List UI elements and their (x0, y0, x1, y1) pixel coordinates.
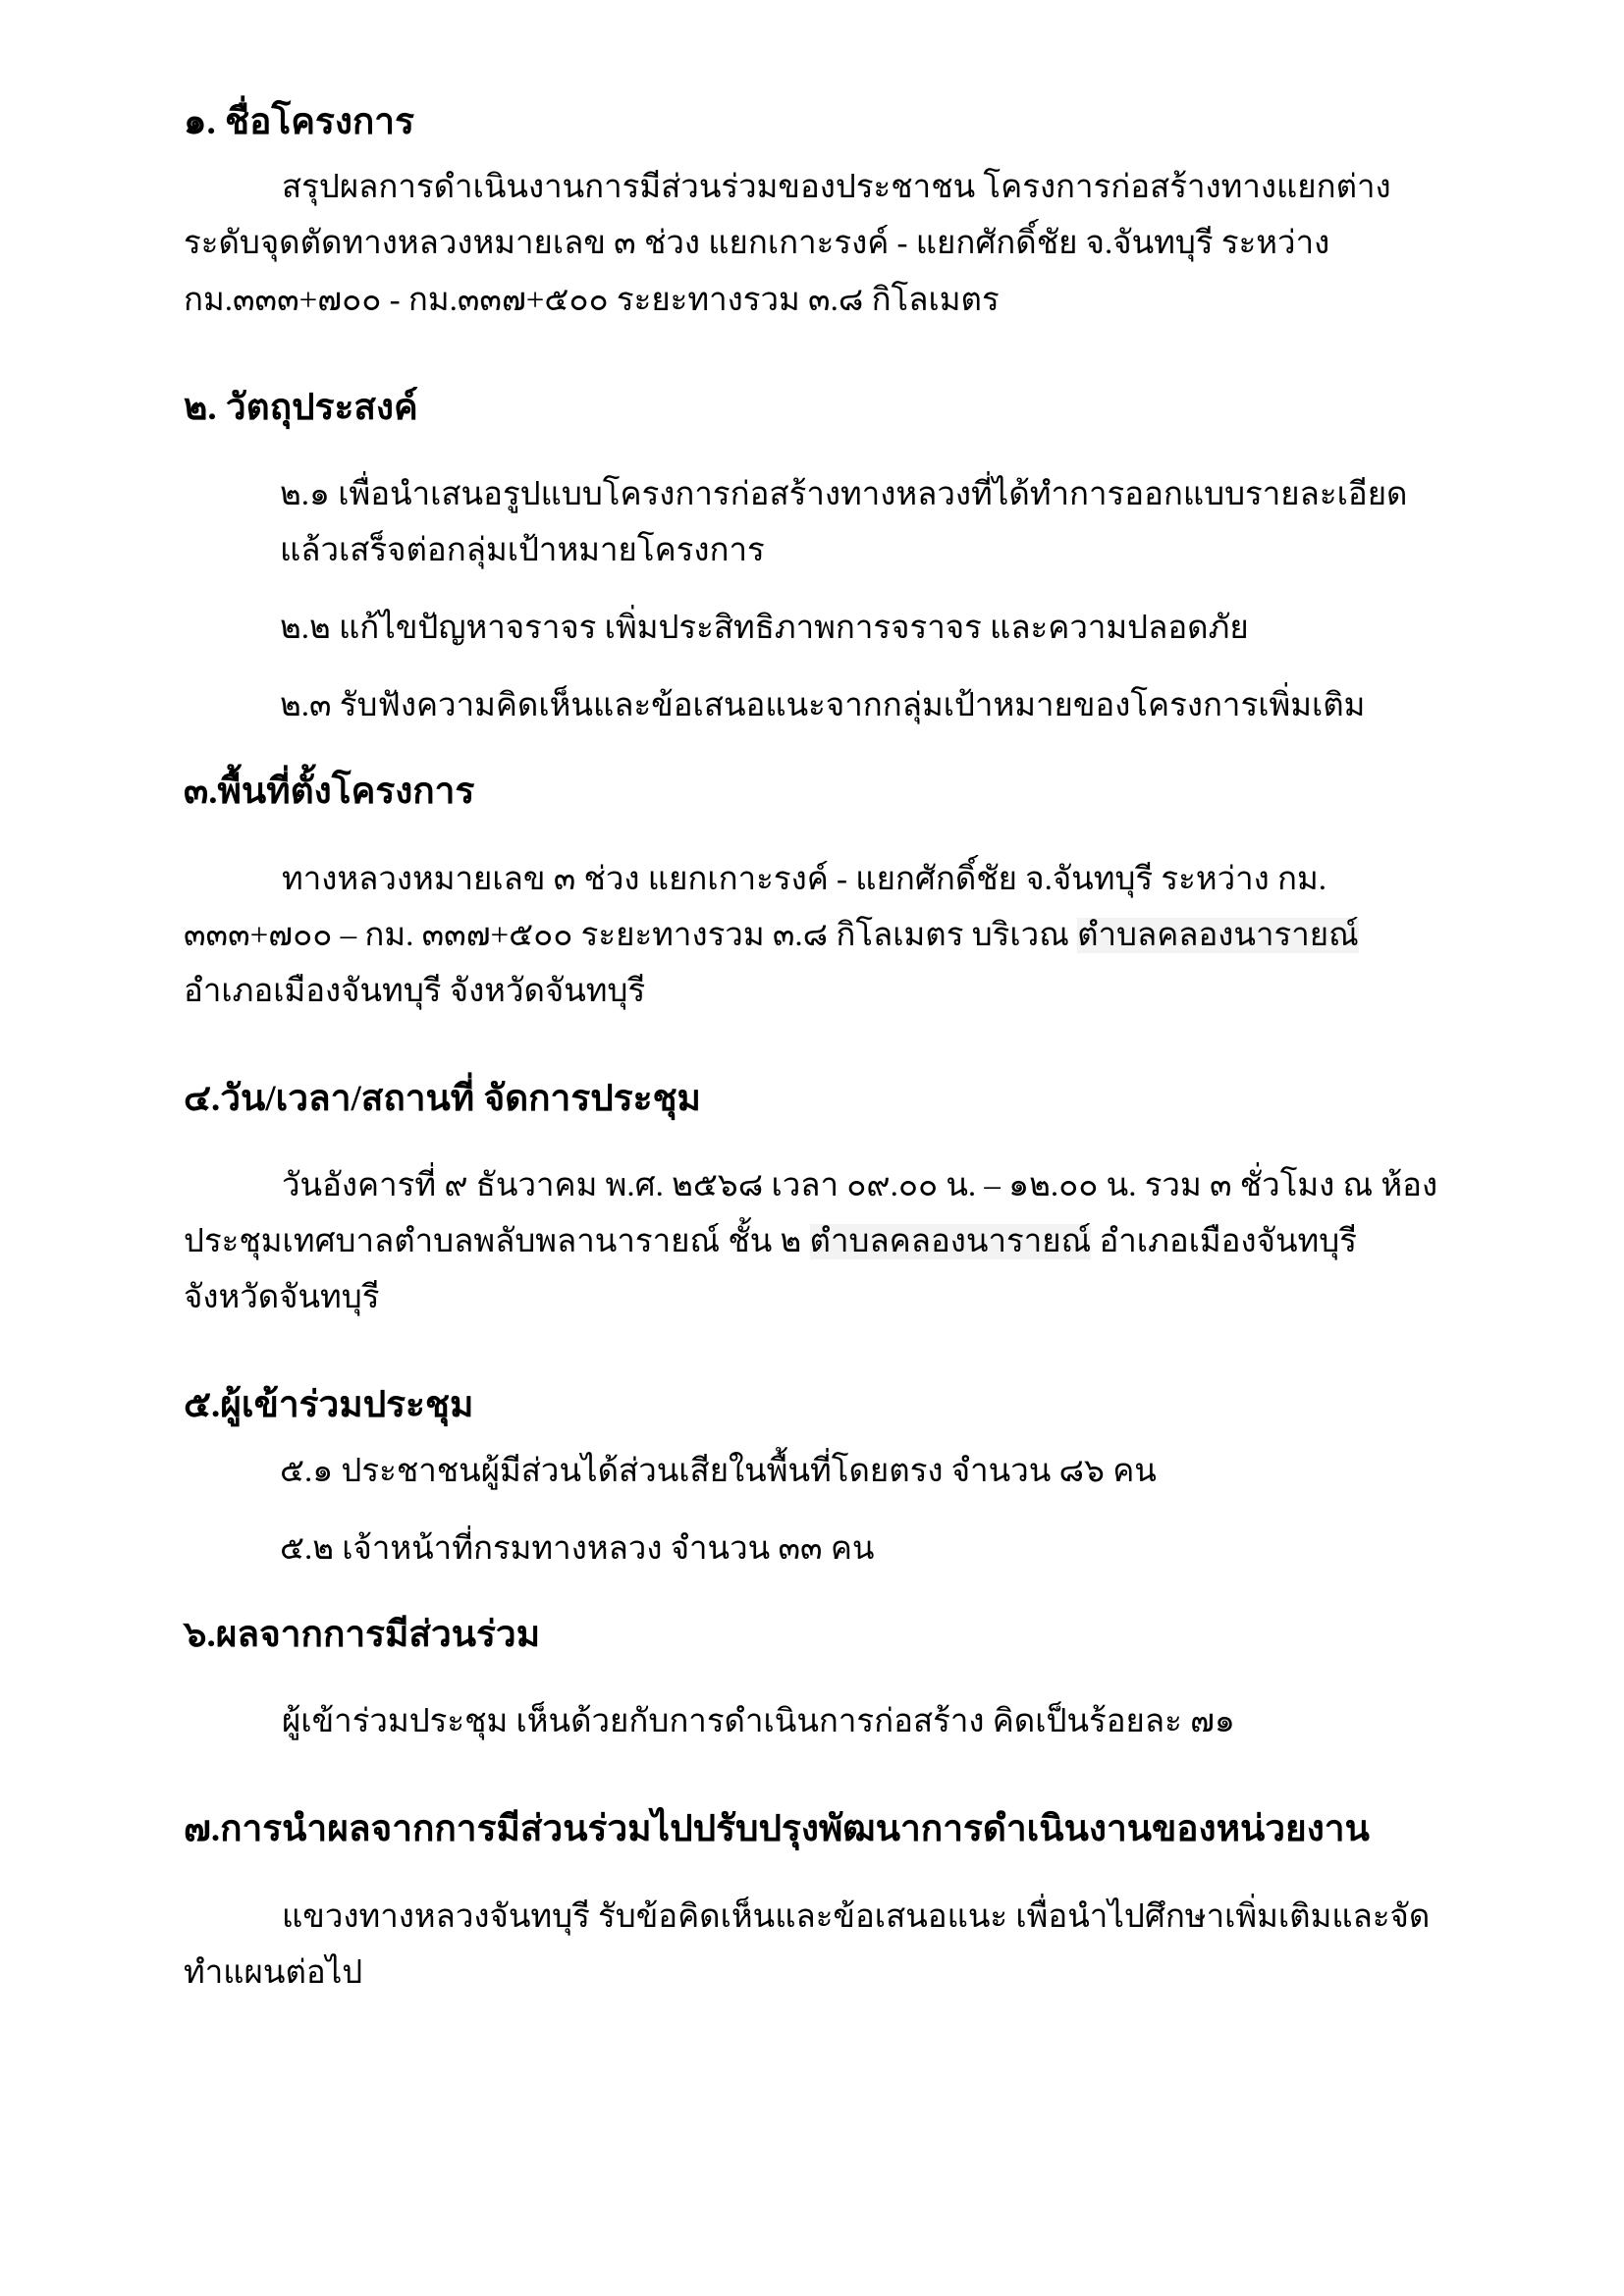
section-attendees (184, 1377, 1441, 1577)
section-participation-result (184, 1607, 1441, 1750)
section-objectives (184, 380, 1441, 735)
section-paragraph (184, 1158, 1441, 1326)
paragraph-text: ทางหลวงหมายเลข ๓ ช่วง แยกเกาะรงค์ - แยกศักดิ์ชัย จ.จันทบุรี ระหว่าง กม. ๓๓๓+๗๐๐ – กม. ๓๓๗+๕๐๐ ระยะทางรวม ๓.๘ กิโลเมตร บริเวณ (184, 861, 1326, 953)
section-heading: ๔.วัน/เวลา/สถานที่ จัดการประชุม (184, 1078, 701, 1119)
attendee-item: ๕.๑ ประชาชนผู้มีส่วนได้ส่วนเสียในพื้นที่โดยตรง จำนวน ๘๖ คน (280, 1453, 1157, 1489)
section-heading: ๗.การนำผลจากการมีส่วนร่วมไปปรับปรุงพัฒนาการดำเนินงานของหน่วยงาน (184, 1809, 1370, 1850)
section-paragraph (184, 852, 1441, 1020)
section-heading: ๑. ชื่อโครงการ (184, 102, 414, 142)
section-heading: ๖.ผลจากการมีส่วนร่วม (184, 1614, 541, 1655)
section-meeting-datetime-place (184, 1071, 1441, 1327)
section-project-location (184, 764, 1441, 1020)
section-paragraph: ผู้เข้าร่วมประชุม เห็นด้วยกับการดำเนินการก่อสร้าง คิดเป็นร้อยละ ๗๑ (282, 1704, 1235, 1740)
objective-item: ๒.๓ รับฟังความคิดเห็นและข้อเสนอแนะจากกลุ่มเป้าหมายของโครงการเพิ่มเติม (280, 688, 1366, 724)
highlighted-text: ตำบลคลองนารายณ์ (809, 1224, 1092, 1260)
section-project-name (184, 94, 1441, 329)
paragraph-text: วันอังคารที่ ๙ ธันวาคม พ.ศ. ๒๕๖๘ เวลา ๐๙.๐๐ น. – ๑๒.๐๐ น. รวม ๓ ชั่วโมง ณ ห้องประชุมเทศบาลตำบลพลับพลานารายณ์ ชั้น ๒ (184, 1168, 1438, 1260)
paragraph-text: อำเภอเมืองจันทบุรี จังหวัดจันทบุรี (184, 973, 646, 1009)
section-heading: ๒. วัตถุประสงค์ (184, 387, 418, 428)
paragraph-text: อำเภอเมืองจันทบุรี จังหวัดจันทบุรี (184, 1224, 1357, 1316)
section-paragraph: สรุปผลการดำเนินงานการมีส่วนร่วมของประชาชน โครงการก่อสร้างทางแยกต่างระดับจุดตัดทางหลวงหมายเลข ๓ ช่วง แยกเกาะรงค์ - แยกศักดิ์ชัย จ.จันทบุรี ระหว่างกม.๓๓๓+๗๐๐ - กม.๓๓๗+๕๐๐ ระยะทางรวม ๓.๘ กิโลเมตร (184, 170, 1391, 318)
section-heading: ๕.ผู้เข้าร่วมประชุม (184, 1385, 474, 1426)
section-applying-results (184, 1801, 1441, 2002)
section-heading: ๓.พื้นที่ตั้งโครงการ (184, 772, 475, 813)
highlighted-text: ตำบลคลองนารายณ์ (1077, 917, 1359, 953)
attendee-item: ๕.๒ เจ้าหน้าที่กรมทางหลวง จำนวน ๓๓ คน (280, 1530, 875, 1567)
section-paragraph: แขวงทางหลวงจันทบุรี รับข้อคิดเห็นและข้อเสนอแนะ เพื่อนำไปศึกษาเพิ่มเติมและจัดทำแผนต่อไป (184, 1898, 1431, 1991)
objective-item: ๒.๒ แก้ไขปัญหาจราจร เพิ่มประสิทธิภาพการจราจร และความปลอดภัย (280, 611, 1249, 647)
objective-item: ๒.๑ เพื่อนำเสนอรูปแบบโครงการก่อสร้างทางหลวงที่ได้ทำการออกแบบรายละเอียดแล้วเสร็จต่อกลุ่มเป้าหมายโครงการ (280, 476, 1408, 568)
